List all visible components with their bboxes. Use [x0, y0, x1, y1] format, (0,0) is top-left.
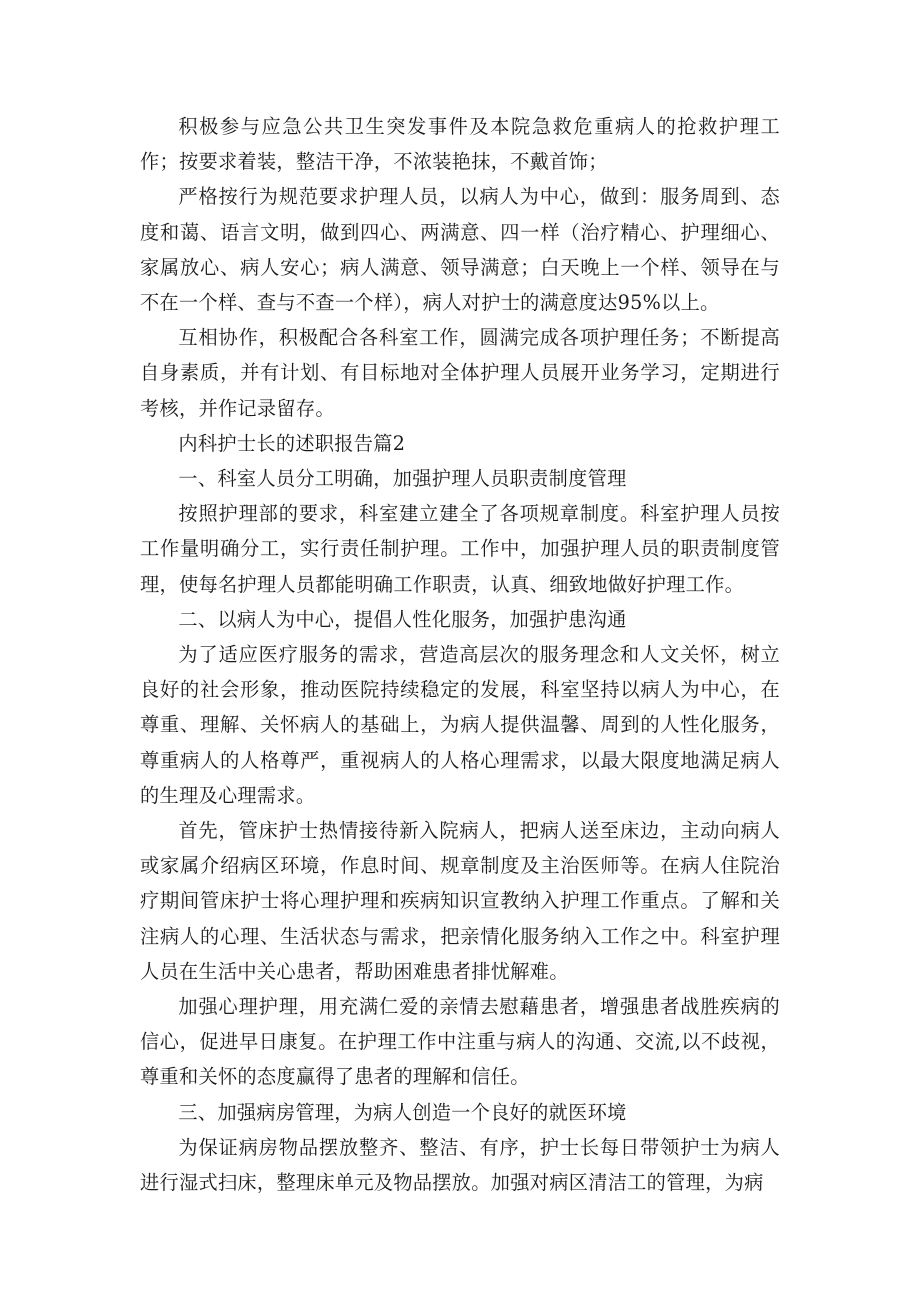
paragraph-psychological-care: 加强心理护理，用充满仁爱的亲情去慰藉患者，增强患者战胜疾病的信心，促进早日康复。在护理工作中注重与病人的沟通、交流,以不歧视，尊重和关怀的态度赢得了患者的理解和信任。: [140, 995, 780, 1089]
section-title-report-2: 内科护士长的述职报告篇2: [178, 431, 406, 455]
paragraph-humanized-service: 为了适应医疗服务的需求，营造高层次的服务理念和人文关怀，树立良好的社会形象，推动医院持续稳定的发展，科室坚持以病人为中心，在尊重、理解、关怀病人的基础上，为病人提供温馨、周到的人性化服务，尊重病人的人格尊严，重视病人的人格心理需求，以最大限度地满足病人的生理及心理需求。: [140, 643, 780, 807]
document-body: [140, 109, 780, 1200]
paragraph-rules-system: 按照护理部的要求，科室建立建全了各项规章制度。科室护理人员按工作量明确分工，实行责任制护理。工作中，加强护理人员的职责制度管理，使每名护理人员都能明确工作职责，认真、细致地做好护理工作。: [140, 502, 780, 596]
paragraph-cooperation: 互相协作，积极配合各科室工作，圆满完成各项护理任务；不断提高自身素质，并有计划、有目标地对全体护理人员展开业务学习，定期进行考核，并作记录留存。: [140, 326, 780, 420]
paragraph-emergency-rescue: 积极参与应急公共卫生突发事件及本院急救危重病人的抢救护理工作；按要求着装，整洁干净，不浓装艳抹，不戴首饰；: [140, 115, 780, 174]
paragraph-behavior-standards: 严格按行为规范要求护理人员，以病人为中心，做到：服务周到、态度和蔼、语言文明，做到四心、两满意、四一样（治疗精心、护理细心、家属放心、病人安心；病人满意、领导满意；白天晚上一个样、领导在与不在一个样、查与不查一个样），病人对护士的满意度达95%以上。: [140, 185, 780, 315]
paragraph-ward-management: 为保证病房物品摆放整齐、整洁、有序，护士长每日带领护士为病人进行湿式扫床，整理床单元及物品摆放。加强对病区清洁工的管理，为病: [140, 1135, 780, 1195]
heading-section-one: 一、科室人员分工明确，加强护理人员职责制度管理: [178, 467, 627, 491]
heading-section-three: 三、加强病房管理，为病人创造一个良好的就医环境: [178, 1100, 627, 1124]
heading-section-two: 二、以病人为中心，提倡人性化服务，加强护患沟通: [178, 607, 627, 631]
paragraph-admission-care: 首先，管床护士热情接待新入院病人，把病人送至床边，主动向病人或家属介绍病区环境，作息时间、规章制度及主治医师等。在病人住院治疗期间管床护士将心理护理和疾病知识宣教纳入护理工作重点。了解和关注病人的心理、生活状态与需求，把亲情化服务纳入工作之中。科室护理人员在生活中关心患者，帮助困难患者排忧解难。: [140, 819, 780, 983]
